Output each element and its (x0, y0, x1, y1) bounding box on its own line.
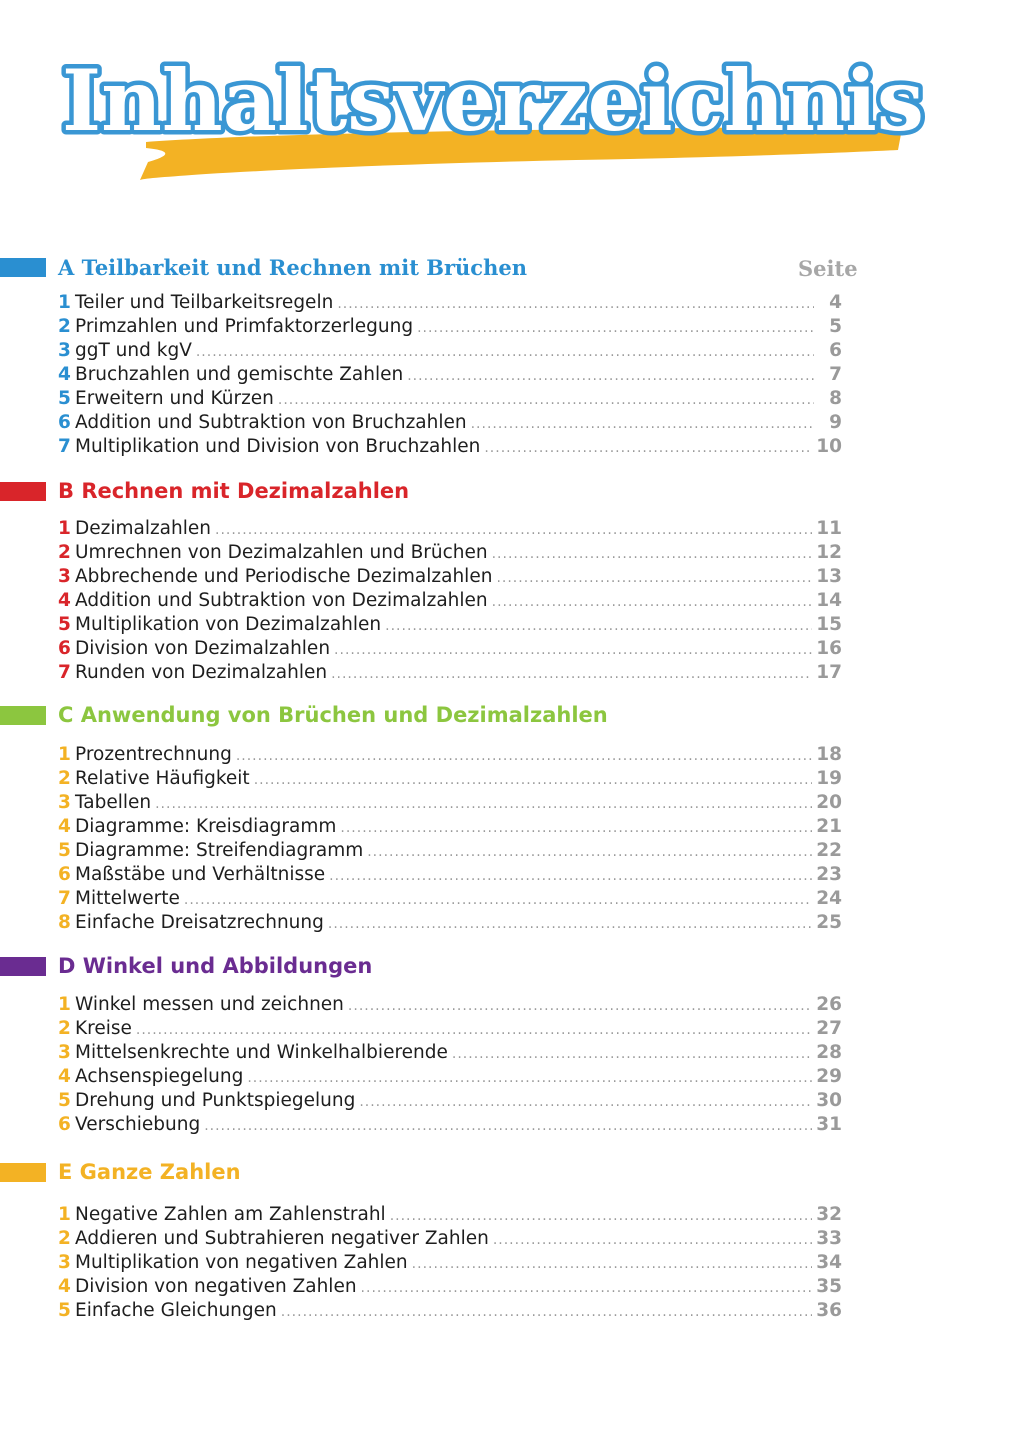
page-column-header: Seite (798, 256, 858, 281)
entry-page: 21 (816, 816, 842, 837)
entry-number: 6 (58, 864, 71, 885)
entry-number: 2 (58, 316, 71, 337)
entry-label: Tabellen (75, 792, 152, 813)
entry-number: 6 (58, 412, 71, 433)
section-d-entries (58, 993, 842, 1137)
page-title-banner (56, 50, 936, 190)
section-c-entries (58, 743, 842, 935)
entry-number: 1 (58, 1204, 71, 1225)
entry-label: Division von negativen Zahlen (75, 1276, 357, 1297)
entry-label: Einfache Gleichungen (75, 1300, 277, 1321)
entry-number: 4 (58, 590, 71, 611)
toc-entry[interactable] (58, 791, 842, 815)
entry-label: Addition und Subtraktion von Bruchzahlen (75, 412, 467, 433)
entry-label: Mittelsenkrechte und Winkelhalbierende (75, 1042, 448, 1063)
toc-entry[interactable] (58, 1203, 842, 1227)
entry-page: 36 (816, 1300, 842, 1321)
section-b-title: B Rechnen mit Dezimalzahlen (58, 479, 410, 503)
entry-page: 10 (816, 436, 842, 457)
toc-entry[interactable] (58, 887, 842, 911)
entry-page: 16 (816, 638, 842, 659)
entry-label: Achsenspiegelung (75, 1066, 244, 1087)
section-a-color-bar (0, 258, 46, 277)
entry-number: 7 (58, 888, 71, 909)
dot-leader (331, 662, 812, 686)
toc-entry[interactable] (58, 541, 842, 565)
toc-entry[interactable] (58, 1041, 842, 1065)
entry-label: Umrechnen von Dezimalzahlen und Brüchen (75, 542, 488, 563)
entry-page: 25 (816, 912, 842, 933)
entry-number: 3 (58, 792, 71, 813)
dot-leader (496, 566, 812, 590)
entry-label: Prozentrechnung (75, 744, 232, 765)
entry-page: 30 (816, 1090, 842, 1111)
entry-page: 32 (816, 1204, 842, 1225)
dot-leader (471, 412, 814, 436)
entry-number: 4 (58, 364, 71, 385)
entry-page: 22 (816, 840, 842, 861)
entry-number: 7 (58, 662, 71, 683)
toc-entry[interactable] (58, 815, 842, 839)
entry-number: 3 (58, 340, 71, 361)
dot-leader (215, 518, 812, 542)
toc-entry[interactable] (58, 387, 842, 411)
dot-leader (328, 912, 812, 936)
toc-entry[interactable] (58, 1065, 842, 1089)
entry-number: 3 (58, 566, 71, 587)
section-e-entries (58, 1203, 842, 1323)
toc-entry[interactable] (58, 1017, 842, 1041)
entry-number: 7 (58, 436, 71, 457)
entry-label: Winkel messen und zeichnen (75, 994, 344, 1015)
dot-leader (493, 1228, 812, 1252)
entry-page: 31 (816, 1114, 842, 1135)
entry-label: Maßstäbe und Verhältnisse (75, 864, 326, 885)
entry-page: 23 (816, 864, 842, 885)
entry-page: 12 (816, 542, 842, 563)
entry-label: ggT und kgV (75, 340, 192, 361)
dot-leader (492, 590, 813, 614)
toc-entry[interactable] (58, 613, 842, 637)
entry-number: 2 (58, 1018, 71, 1039)
toc-entry[interactable] (58, 743, 842, 767)
dot-leader (204, 1114, 812, 1138)
toc-entry[interactable] (58, 863, 842, 887)
title-artwork (56, 50, 936, 190)
entry-page: 35 (816, 1276, 842, 1297)
section-d-title: D Winkel und Abbildungen (58, 954, 373, 978)
entry-number: 3 (58, 1252, 71, 1273)
entry-page: 26 (816, 994, 842, 1015)
entry-page: 27 (816, 1018, 842, 1039)
entry-page: 18 (816, 744, 842, 765)
entry-number: 2 (58, 768, 71, 789)
entry-label: Bruchzahlen und gemischte Zahlen (75, 364, 404, 385)
toc-entry[interactable] (58, 661, 842, 685)
entry-label: Runden von Dezimalzahlen (75, 662, 328, 683)
dot-leader (390, 1204, 813, 1228)
entry-number: 1 (58, 744, 71, 765)
section-d-color-bar (0, 957, 46, 976)
section-e-title: E Ganze Zahlen (58, 1160, 241, 1184)
dot-leader (385, 614, 812, 638)
entry-number: 4 (58, 1276, 71, 1297)
toc-entry[interactable] (58, 911, 842, 935)
entry-number: 1 (58, 292, 71, 313)
entry-number: 6 (58, 638, 71, 659)
dot-leader (196, 340, 814, 364)
entry-number: 3 (58, 1042, 71, 1063)
dot-leader (407, 364, 814, 388)
entry-label: Addieren und Subtrahieren negativer Zahlen (75, 1228, 489, 1249)
entry-number: 1 (58, 518, 71, 539)
entry-label: Erweitern und Kürzen (75, 388, 274, 409)
entry-number: 2 (58, 542, 71, 563)
section-a-title: A Teilbarkeit und Rechnen mit Brüchen (58, 255, 527, 280)
entry-label: Multiplikation von Dezimalzahlen (75, 614, 382, 635)
entry-page: 8 (829, 388, 842, 409)
entry-number: 1 (58, 994, 71, 1015)
entry-label: Kreise (75, 1018, 132, 1039)
section-b-entries (58, 517, 842, 685)
entry-label: Mittelwerte (75, 888, 180, 909)
entry-number: 5 (58, 388, 71, 409)
toc-entry[interactable] (58, 1275, 842, 1299)
dot-leader (329, 864, 812, 888)
entry-page: 11 (816, 518, 842, 539)
toc-entry[interactable] (58, 839, 842, 863)
toc-entry[interactable] (58, 517, 842, 541)
toc-entry[interactable] (58, 1113, 842, 1137)
dot-leader (236, 744, 812, 768)
entry-label: Dezimalzahlen (75, 518, 211, 539)
entry-label: Drehung und Punktspiegelung (75, 1090, 356, 1111)
entry-page: 5 (829, 316, 842, 337)
entry-page: 17 (816, 662, 842, 683)
toc-entry[interactable] (58, 565, 842, 589)
dot-leader (254, 768, 813, 792)
dot-leader (136, 1018, 812, 1042)
entry-page: 19 (816, 768, 842, 789)
entry-page: 24 (816, 888, 842, 909)
toc-entry[interactable] (58, 291, 842, 315)
entry-label: Teiler und Teilbarkeitsregeln (75, 292, 334, 313)
dot-leader (334, 638, 812, 662)
entry-number: 2 (58, 1228, 71, 1249)
entry-label: Verschiebung (75, 1114, 201, 1135)
section-b-color-bar (0, 482, 46, 501)
toc-entry[interactable] (58, 411, 842, 435)
dot-leader (492, 542, 813, 566)
dot-leader (361, 1276, 813, 1300)
entry-number: 6 (58, 1114, 71, 1135)
toc-entry[interactable] (58, 637, 842, 661)
entry-number: 4 (58, 1066, 71, 1087)
entry-label: Addition und Subtraktion von Dezimalzahlen (75, 590, 488, 611)
entry-label: Primzahlen und Primfaktorzerlegung (75, 316, 414, 337)
dot-leader (484, 436, 812, 460)
toc-entry[interactable] (58, 1251, 842, 1275)
dot-leader (359, 1090, 812, 1114)
toc-entry[interactable] (58, 315, 842, 339)
dot-leader (281, 1300, 812, 1324)
section-c-title: C Anwendung von Brüchen und Dezimalzahlen (58, 703, 608, 727)
entry-label: Division von Dezimalzahlen (75, 638, 331, 659)
entry-number: 5 (58, 840, 71, 861)
entry-label: Diagramme: Streifendiagramm (75, 840, 364, 861)
entry-label: Einfache Dreisatzrechnung (75, 912, 324, 933)
toc-entry[interactable] (58, 767, 842, 791)
dot-leader (184, 888, 812, 912)
entry-number: 8 (58, 912, 71, 933)
entry-number: 4 (58, 816, 71, 837)
dot-leader (337, 292, 814, 316)
dot-leader (278, 388, 814, 412)
toc-entry[interactable] (58, 1227, 842, 1251)
entry-page: 4 (829, 292, 842, 313)
entry-page: 14 (816, 590, 842, 611)
entry-page: 7 (829, 364, 842, 385)
section-e-color-bar (0, 1163, 46, 1182)
dot-leader (412, 1252, 813, 1276)
page-title: Inhaltsverzeichnis (62, 51, 924, 150)
dot-leader (452, 1042, 812, 1066)
dot-leader (417, 316, 814, 340)
entry-page: 9 (829, 412, 842, 433)
entry-label: Abbrechende und Periodische Dezimalzahlen (75, 566, 493, 587)
entry-page: 15 (816, 614, 842, 635)
toc-entry[interactable] (58, 589, 842, 613)
toc-entry[interactable] (58, 1299, 842, 1323)
dot-leader (155, 792, 812, 816)
entry-page: 33 (816, 1228, 842, 1249)
entry-page: 13 (816, 566, 842, 587)
toc-entry[interactable] (58, 363, 842, 387)
dot-leader (340, 816, 812, 840)
entry-page: 29 (816, 1066, 842, 1087)
entry-label: Relative Häufigkeit (75, 768, 250, 789)
entry-label: Diagramme: Kreisdiagramm (75, 816, 337, 837)
toc-entry[interactable] (58, 1089, 842, 1113)
entry-number: 5 (58, 1300, 71, 1321)
entry-page: 6 (829, 340, 842, 361)
entry-label: Multiplikation von negativen Zahlen (75, 1252, 408, 1273)
entry-page: 34 (816, 1252, 842, 1273)
entry-number: 5 (58, 1090, 71, 1111)
toc-entry[interactable] (58, 993, 842, 1017)
toc-entry[interactable] (58, 435, 842, 459)
section-c-color-bar (0, 706, 46, 725)
section-a-entries (58, 291, 842, 459)
entry-page: 28 (816, 1042, 842, 1063)
dot-leader (367, 840, 812, 864)
toc-entry[interactable] (58, 339, 842, 363)
entry-label: Negative Zahlen am Zahlenstrahl (75, 1204, 386, 1225)
dot-leader (247, 1066, 812, 1090)
entry-label: Multiplikation und Division von Bruchzahlen (75, 436, 481, 457)
entry-page: 20 (816, 792, 842, 813)
dot-leader (348, 994, 812, 1018)
entry-number: 5 (58, 614, 71, 635)
